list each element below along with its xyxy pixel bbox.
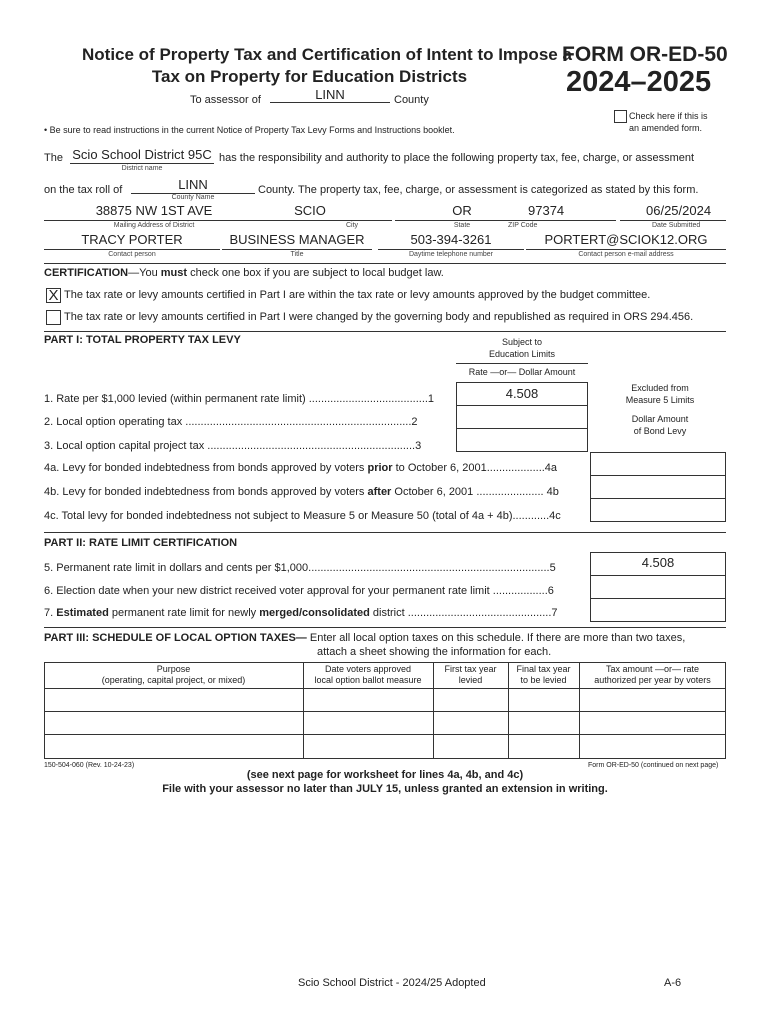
line4a-field[interactable] — [590, 452, 726, 476]
line5-rate-field[interactable]: 4.508 — [590, 552, 726, 576]
col-date-line2: local option ballot measure — [314, 675, 422, 685]
part1-heading: PART I: TOTAL PROPERTY TAX LEVY — [44, 334, 241, 346]
tax-roll-label: on the tax roll of — [44, 184, 123, 196]
certification-option2-checkbox[interactable] — [46, 310, 61, 325]
to-assessor-label: To assessor of — [190, 94, 261, 106]
responsibility-text: has the responsibility and authority to place the following property tax, fee, charge, or assessment — [219, 152, 695, 164]
certification-option1-checkbox[interactable]: X — [46, 288, 61, 303]
date-submitted-field[interactable]: 06/25/2024 — [646, 203, 712, 218]
zip-caption: ZIP Code — [508, 222, 538, 229]
county-name-caption: County Name — [171, 194, 215, 201]
see-next-page: (see next page for worksheet for lines 4a, 4b, and 4c) — [246, 769, 524, 781]
line4b-label: 4b. Levy for bonded indebtedness from bonds approved by voters after October 6, 2001 ...................... 4b — [44, 486, 559, 498]
amended-form-checkbox[interactable] — [614, 110, 627, 123]
title-field[interactable]: BUSINESS MANAGER — [229, 232, 365, 247]
certification-option1-text: The tax rate or levy amounts certified in Part I are within the tax rate or levy amounts approved by the budget committee. — [64, 289, 651, 301]
county-label: County — [394, 94, 429, 106]
certification-option2-text: The tax rate or levy amounts certified in Part I were changed by the governing body and republished as required in ORS 294.456. — [64, 311, 694, 323]
form-code: 150-504-060 (Rev. 10-24-23) — [44, 762, 135, 769]
line5-label: 5. Permanent rate limit in dollars and cents per $1,000...............................................................................5 — [44, 562, 556, 574]
part3-instruction-line2: attach a sheet showing the information for each. — [317, 646, 552, 658]
line4c-field[interactable] — [590, 498, 726, 522]
address-caption: Mailing Address of District — [113, 222, 195, 229]
line4a-label: 4a. Levy for bonded indebtedness from bonds approved by voters prior to October 6, 2001...................4a — [44, 462, 558, 474]
city-caption: City — [345, 222, 359, 229]
col-tax-amount-line2: authorized per year by voters — [594, 675, 711, 685]
instructions-note: • Be sure to read instructions in the current Notice of Property Tax Levy Forms and Instructions booklet. — [44, 125, 455, 135]
contact-person-field[interactable]: TRACY PORTER — [81, 232, 183, 247]
col-final-year-line1: Final tax year — [516, 664, 571, 674]
title-caption: Title — [290, 251, 304, 258]
city-field[interactable]: SCIO — [294, 203, 326, 218]
bond-header-line2: of Bond Levy — [633, 426, 687, 436]
col-first-year-line1: First tax year — [444, 664, 497, 674]
line4b-field[interactable] — [590, 475, 726, 499]
part3-heading: PART III: SCHEDULE OF LOCAL OPTION TAXES— Enter all local option taxes on this schedule. If there are more than two taxes, — [44, 632, 686, 644]
county-name-field[interactable]: LINN — [131, 177, 255, 194]
form-title-line2: Tax on Property for Education Districts — [151, 67, 468, 86]
bond-header-line1: Dollar Amount — [631, 414, 689, 424]
email-field[interactable]: PORTERT@SCIOK12.ORG — [544, 232, 708, 247]
col-purpose-line1: Purpose — [156, 664, 191, 674]
line3-field[interactable] — [456, 428, 588, 452]
file-with-assessor: File with your assessor no later than JULY 15, unless granted an extension in writing. — [162, 783, 608, 795]
part2-heading: PART II: RATE LIMIT CERTIFICATION — [44, 537, 238, 549]
line4c-label: 4c. Total levy for bonded indebtedness not subject to Measure 5 or Measure 50 (total of 4a + 4b)............4c — [44, 510, 561, 522]
category-text: County. The property tax, fee, charge, or assessment is categorized as stated by this form. — [258, 184, 699, 196]
subject-header-line2: Education Limits — [488, 349, 556, 359]
assessor-county-field[interactable]: LINN — [270, 87, 390, 103]
col-purpose-line2: (operating, capital project, or mixed) — [101, 675, 246, 685]
line3-label: 3. Local option capital project tax ....................................................................3 — [44, 440, 422, 452]
line7-field[interactable] — [590, 598, 726, 622]
line7-label: 7. Estimated permanent rate limit for newly merged/consolidated district ...............................................7 — [44, 607, 558, 619]
certification-heading: CERTIFICATION—You must check one box if you are subject to local budget law. — [44, 267, 444, 279]
phone-caption: Daytime telephone number — [408, 251, 494, 258]
phone-field[interactable]: 503-394-3261 — [410, 232, 492, 247]
the-label: The — [44, 152, 63, 164]
line1-rate-field[interactable]: 4.508 — [456, 382, 588, 406]
line1-label: 1. Rate per $1,000 levied (within permanent rate limit) .......................................1 — [44, 393, 435, 405]
date-caption: Date Submitted — [652, 222, 701, 229]
district-name-field[interactable]: Scio School District 95C — [70, 147, 214, 164]
zip-field[interactable]: 97374 — [528, 203, 565, 218]
excluded-header-line1: Excluded from — [631, 383, 689, 393]
address-field[interactable]: 38875 NW 1ST AVE — [95, 203, 213, 218]
bottom-center-text: Scio School District - 2024/25 Adopted — [298, 977, 486, 989]
district-name-caption: District name — [121, 165, 163, 172]
line6-field[interactable] — [590, 575, 726, 599]
contact-caption: Contact person — [108, 251, 156, 258]
continued-note: Form OR-ED-50 (continued on next page) — [588, 762, 719, 769]
col-tax-amount-line1: Tax amount —or— rate — [605, 664, 700, 674]
col-final-year-line2: to be levied — [520, 675, 567, 685]
rate-or-amount-header: Rate —or— Dollar Amount — [468, 367, 576, 377]
excluded-header-line2: Measure 5 Limits — [625, 395, 695, 405]
form-number: FORM OR-ED-50 — [562, 43, 728, 66]
line2-label: 2. Local option operating tax ..........................................................................2 — [44, 416, 418, 428]
page-number: A-6 — [664, 977, 682, 989]
line6-label: 6. Election date when your new district received voter approval for your permanent rate limit ..................6 — [44, 585, 554, 597]
amended-label-line2: an amended form. — [629, 123, 703, 133]
state-caption: State — [453, 222, 471, 229]
amended-label-line1: Check here if this is — [629, 111, 708, 121]
email-caption: Contact person e-mail address — [578, 251, 674, 258]
line2-field[interactable] — [456, 405, 588, 429]
subject-header-line1: Subject to — [501, 337, 543, 347]
col-first-year-line2: levied — [458, 675, 483, 685]
col-date-line1: Date voters approved — [324, 664, 412, 674]
form-year: 2024–2025 — [566, 66, 712, 98]
form-title-line1: Notice of Property Tax and Certification of Intent to Impose a — [82, 45, 572, 64]
state-field[interactable]: OR — [452, 203, 472, 218]
